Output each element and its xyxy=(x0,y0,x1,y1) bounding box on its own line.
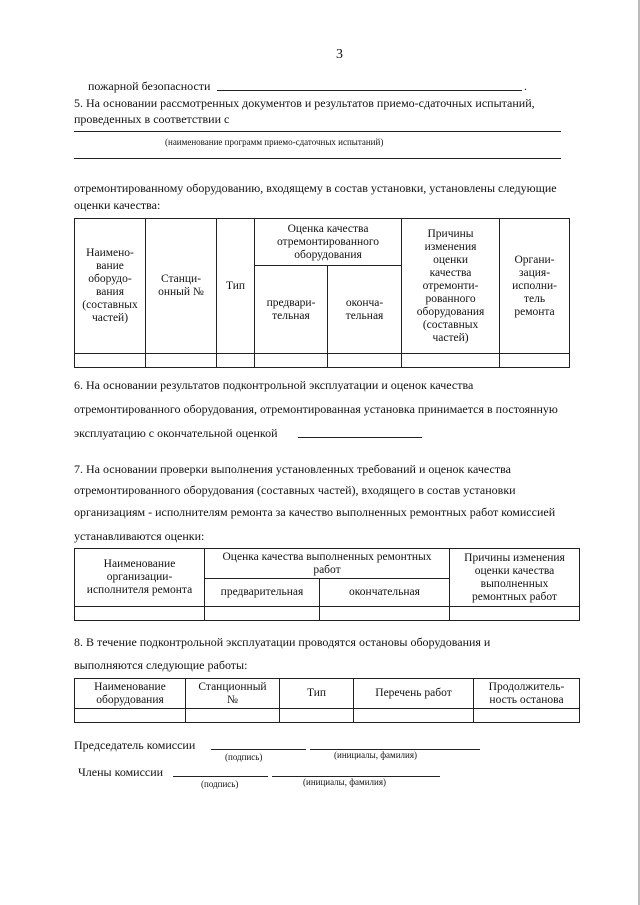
header-change-reasons: Причины изменения оценки качества отремонти- рованного оборудования (составных частей) xyxy=(402,219,500,354)
empty-cell[interactable] xyxy=(146,354,217,368)
para7-line2: отремонтированного оборудования (составных частей), входящего в состав установки xyxy=(74,483,516,497)
header-station-number: Станци- онный № xyxy=(146,219,217,354)
empty-cell[interactable] xyxy=(474,709,580,723)
empty-cell[interactable] xyxy=(255,354,328,368)
empty-cell[interactable] xyxy=(75,709,186,723)
empty-cell[interactable] xyxy=(186,709,280,723)
para8-line1: 8. В течение подконтрольной эксплуатации проводятся остановы оборудования и xyxy=(74,635,491,649)
header-shutdown-duration: Продолжитель- ность останова xyxy=(474,679,580,709)
empty-cell[interactable] xyxy=(75,607,205,621)
para5-line1: 5. На основании рассмотренных документов и результатов приемо-сдаточных испытаний, xyxy=(74,96,535,110)
table-row xyxy=(75,607,580,621)
chairman-label: Председатель комиссии xyxy=(74,738,196,752)
page-number: 3 xyxy=(336,47,343,62)
empty-cell[interactable] xyxy=(205,607,320,621)
header-works-quality: Оценка качества выполненных ремонтных работ xyxy=(205,549,450,579)
empty-cell[interactable] xyxy=(75,354,146,368)
header-preliminary-2: предварительная xyxy=(205,579,320,607)
para5-blank-2 xyxy=(74,158,561,159)
para5-caption: (наименование программ приемо-сдаточных испытаний) xyxy=(165,137,384,147)
shutdowns-works-table xyxy=(74,678,580,723)
para5-line3: отремонтированному оборудованию, входящему в состав установки, установлены следующие xyxy=(74,181,557,195)
para5-blank-1 xyxy=(74,131,561,132)
members-signature-line xyxy=(173,776,268,777)
header-station-number-3: Станционный № xyxy=(186,679,280,709)
header-final: оконча- тельная xyxy=(328,266,402,354)
chairman-signature-caption: (подпись) xyxy=(225,752,263,762)
para6-line1: 6. На основании результатов подконтрольной эксплуатации и оценок качества xyxy=(74,378,474,392)
members-label: Члены комиссии xyxy=(78,765,164,779)
para5-line4: оценки качества: xyxy=(74,198,161,212)
fire-safety-period: . xyxy=(524,79,527,93)
para6-line2: отремонтированного оборудования, отремонтированная установка принимается в постоянную xyxy=(74,402,558,416)
empty-cell[interactable] xyxy=(354,709,474,723)
empty-cell[interactable] xyxy=(402,354,500,368)
empty-cell[interactable] xyxy=(500,354,570,368)
header-repair-organization: Органи- зация- исполни- тель ремонта xyxy=(500,219,570,354)
header-works-list: Перечень работ xyxy=(354,679,474,709)
header-equipment-name-3: Наименование оборудования xyxy=(75,679,186,709)
members-initials-caption: (инициалы, фамилия) xyxy=(303,777,386,787)
empty-cell[interactable] xyxy=(320,607,450,621)
header-final-2: окончательная xyxy=(320,579,450,607)
para7-line3: организациям - исполнителям ремонта за качество выполненных ремонтных работ комиссией xyxy=(74,505,556,519)
quality-assessment-table xyxy=(74,218,570,368)
header-type-3: Тип xyxy=(280,679,354,709)
header-preliminary: предвари- тельная xyxy=(255,266,328,354)
table-row xyxy=(75,709,580,723)
para7-line4: устанавливаются оценки: xyxy=(74,529,205,543)
header-quality-assessment: Оценка качества отремонтированного оборудования xyxy=(255,219,402,266)
header-contractor-name: Наименование организации- исполнителя ремонта xyxy=(75,549,205,607)
fire-safety-label: пожарной безопасности xyxy=(88,79,211,93)
members-signature-caption: (подпись) xyxy=(201,779,239,789)
para8-line2: выполняются следующие работы: xyxy=(74,658,248,672)
repair-works-assessment-table xyxy=(74,548,580,621)
header-equipment-name: Наимено- вание оборудо- вания (составных частей) xyxy=(75,219,146,354)
header-type: Тип xyxy=(217,219,255,354)
empty-cell[interactable] xyxy=(280,709,354,723)
para6-blank xyxy=(298,437,422,438)
empty-cell[interactable] xyxy=(450,607,580,621)
table-row xyxy=(75,354,570,368)
para5-line2: проведенных в соответствии с xyxy=(74,112,230,126)
chairman-signature-line xyxy=(211,749,306,750)
para6-line3: эксплуатацию с окончательной оценкой xyxy=(74,426,278,440)
fire-safety-blank xyxy=(217,90,522,91)
empty-cell[interactable] xyxy=(217,354,255,368)
chairman-initials-caption: (инициалы, фамилия) xyxy=(334,750,417,760)
header-change-reasons-2: Причины изменения оценки качества выполненных ремонтных работ xyxy=(450,549,580,607)
para7-line1: 7. На основании проверки выполнения установленных требований и оценок качества xyxy=(74,462,511,476)
empty-cell[interactable] xyxy=(328,354,402,368)
